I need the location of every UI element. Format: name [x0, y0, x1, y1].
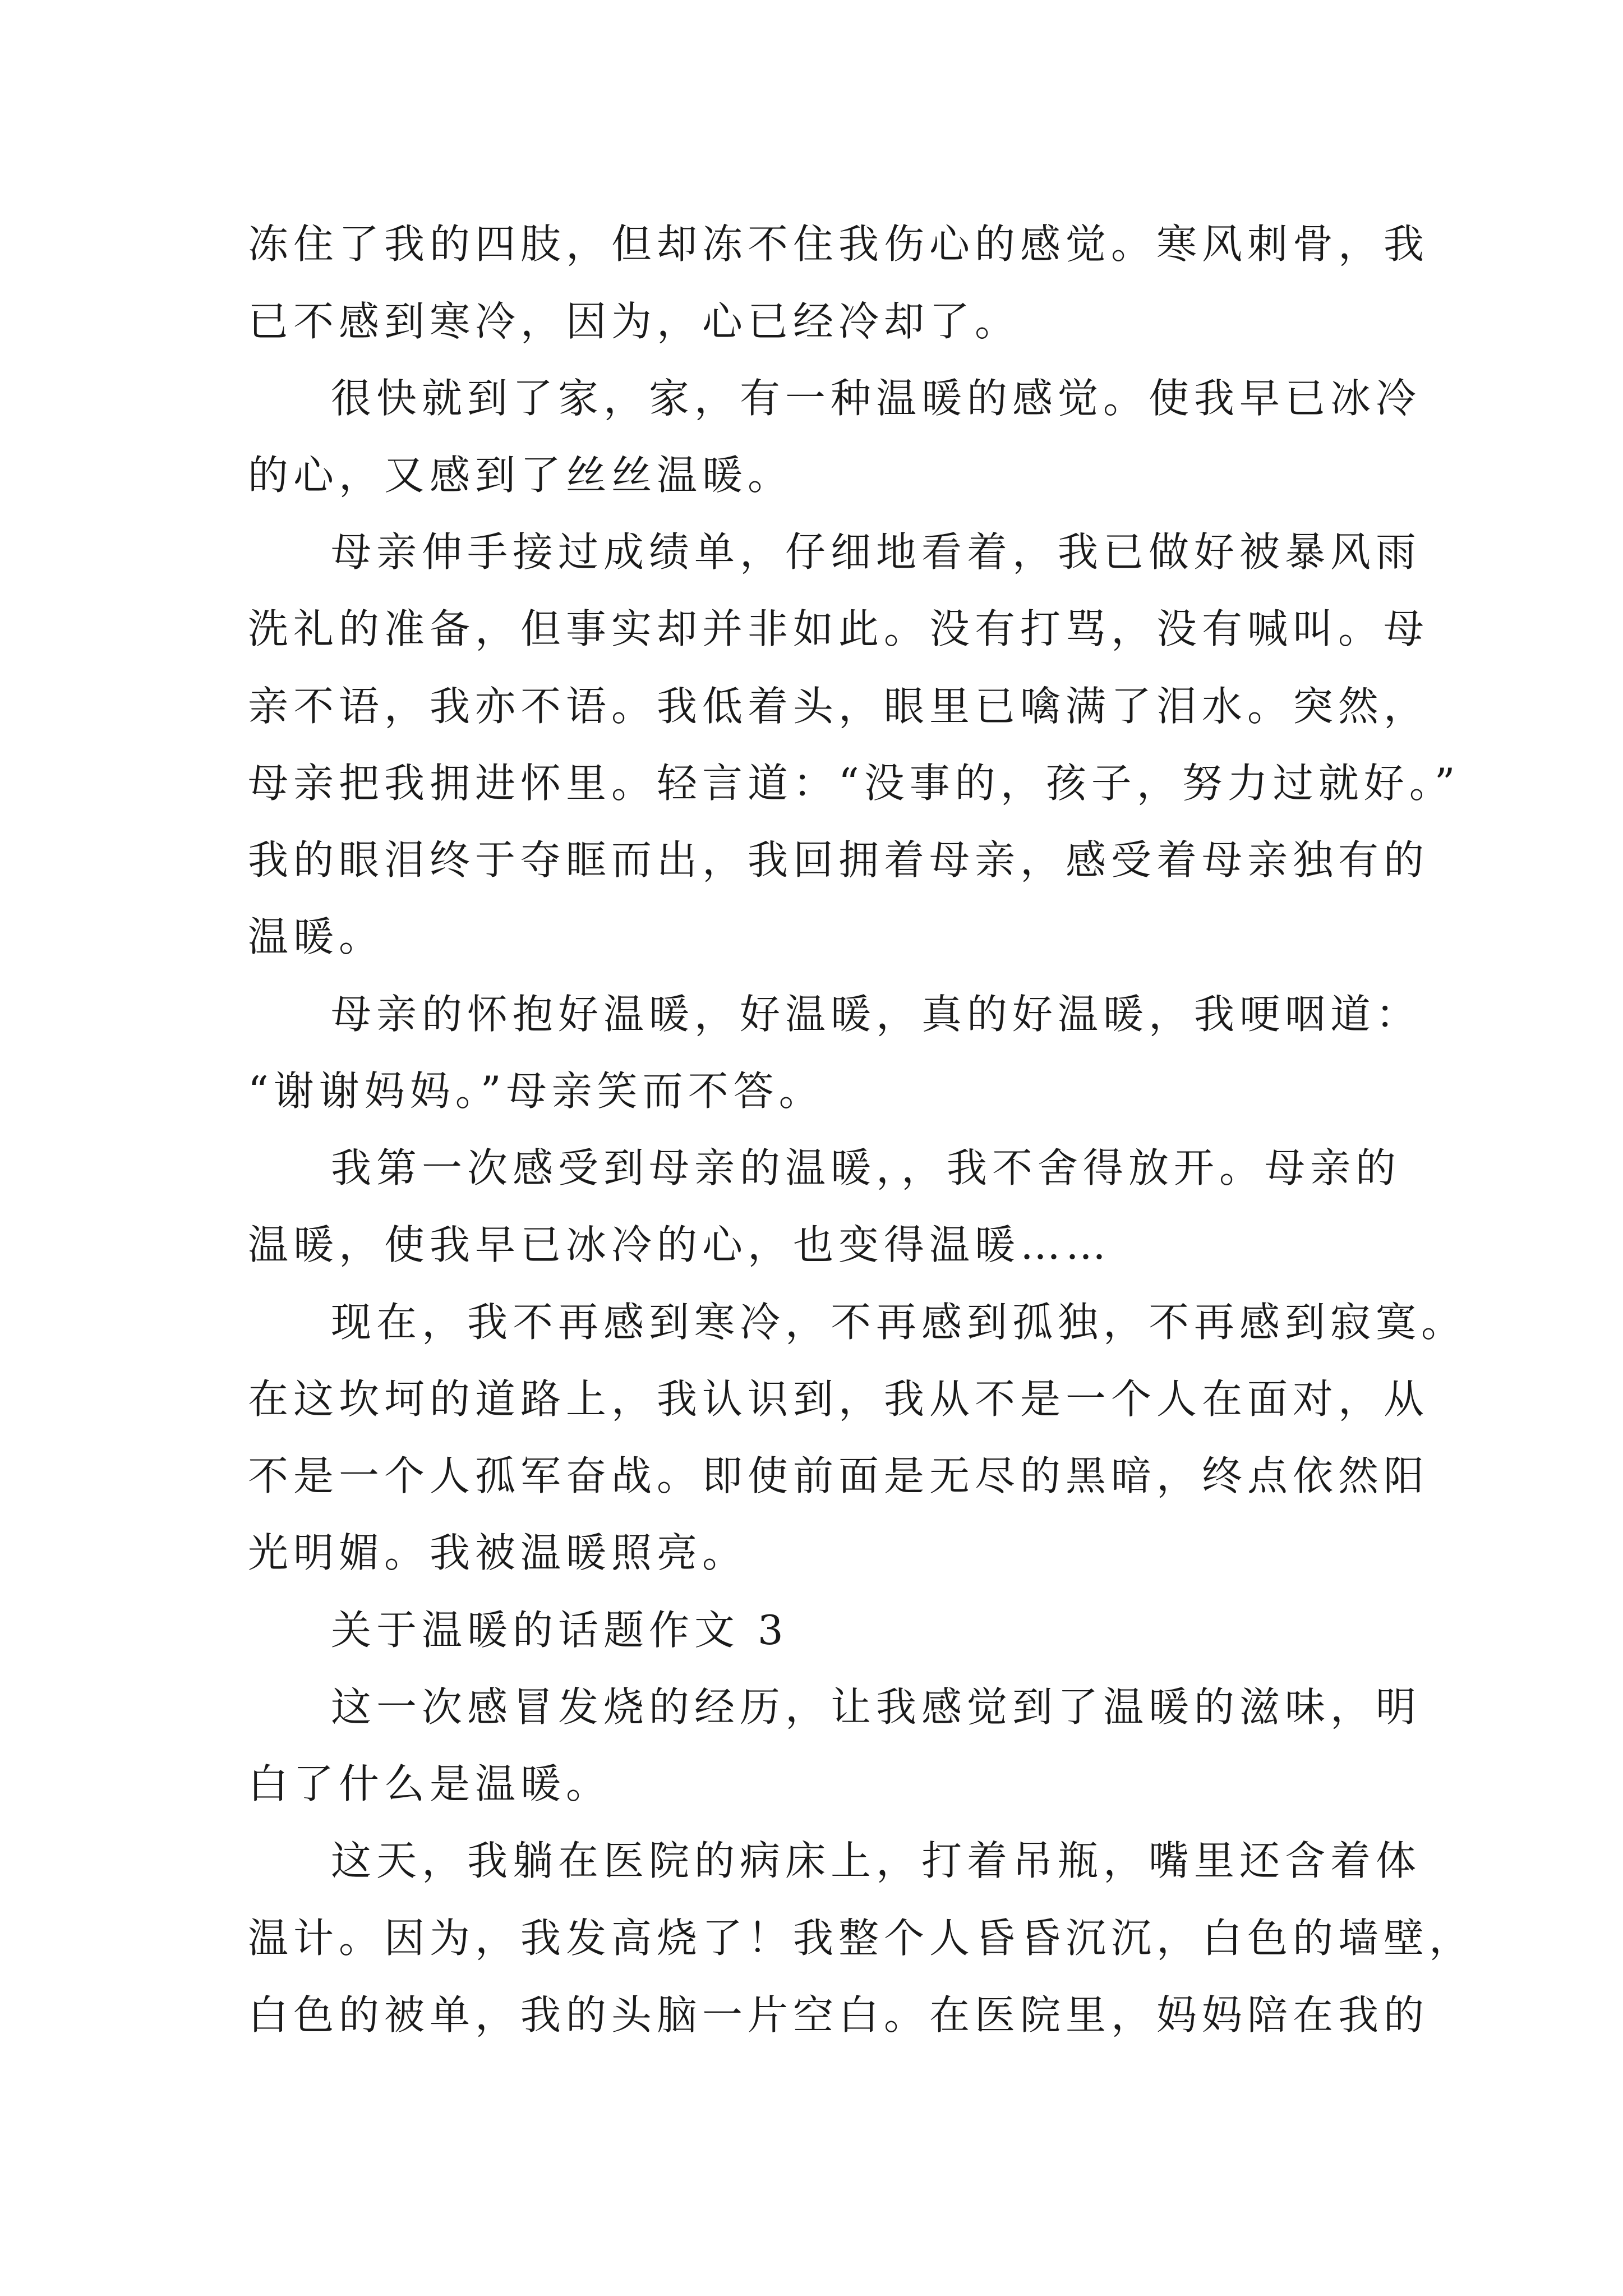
text-line: 已不感到寒冷，因为，心已经冷却了。	[248, 298, 1021, 345]
text-line: 在这坎坷的道路上，我认识到，我从不是一个人在面对，从	[248, 1375, 1430, 1423]
section-heading: 关于温暖的话题作文 3	[331, 1607, 789, 1654]
text-line: 冻住了我的四肢，但却冻不住我伤心的感觉。寒风刺骨，我	[248, 220, 1430, 268]
paragraph-start-line: 母亲伸手接过成绩单，仔细地看着，我已做好被暴风雨	[331, 528, 1422, 576]
text-line: 白了什么是温暖。	[248, 1760, 612, 1807]
text-line: 我的眼泪终于夺眶而出，我回拥着母亲，感受着母亲独有的	[248, 836, 1430, 884]
text-line: 不是一个人孤军奋战。即使前面是无尽的黑暗，终点依然阳	[248, 1452, 1430, 1499]
text-line: 温暖。	[248, 913, 385, 960]
text-line: 的心，又感到了丝丝温暖。	[248, 452, 794, 499]
text-line: 温暖，使我早已冰冷的心，也变得温暖……	[248, 1221, 1112, 1268]
paragraph-start-line: 母亲的怀抱好温暖，好温暖，真的好温暖，我哽咽道：	[331, 991, 1422, 1038]
text-line: “谢谢妈妈。”母亲笑而不答。	[248, 1068, 824, 1115]
text-line: 亲不语，我亦不语。我低着头，眼里已噙满了泪水。突然，	[248, 683, 1430, 730]
text-line: 温计。因为，我发高烧了！我整个人昏昏沉沉，白色的墙壁，	[248, 1915, 1475, 1962]
paragraph-start-line: 很快就到了家，家，有一种温暖的感觉。使我早已冰冷	[331, 375, 1422, 422]
text-line: 光明媚。我被温暖照亮。	[248, 1529, 748, 1576]
text-line: 母亲把我拥进怀里。轻言道：“没事的，孩子，努力过就好。”	[248, 760, 1460, 807]
text-line: 白色的被单，我的头脑一片空白。在医院里，妈妈陪在我的	[248, 1991, 1430, 2039]
text-line: 洗礼的准备，但事实却并非如此。没有打骂，没有喊叫。母	[248, 605, 1430, 652]
paragraph-start-line: 这天，我躺在医院的病床上，打着吊瓶，嘴里还含着体	[331, 1837, 1422, 1884]
paragraph-start-line: 我第一次感受到母亲的温暖，，我不舍得放开。母亲的	[331, 1144, 1401, 1191]
paragraph-start-line: 这一次感冒发烧的经历，让我感觉到了温暖的滋味，明	[331, 1683, 1422, 1731]
paragraph-start-line: 现在，我不再感到寒冷，不再感到孤独，不再感到寂寞。	[331, 1299, 1467, 1346]
